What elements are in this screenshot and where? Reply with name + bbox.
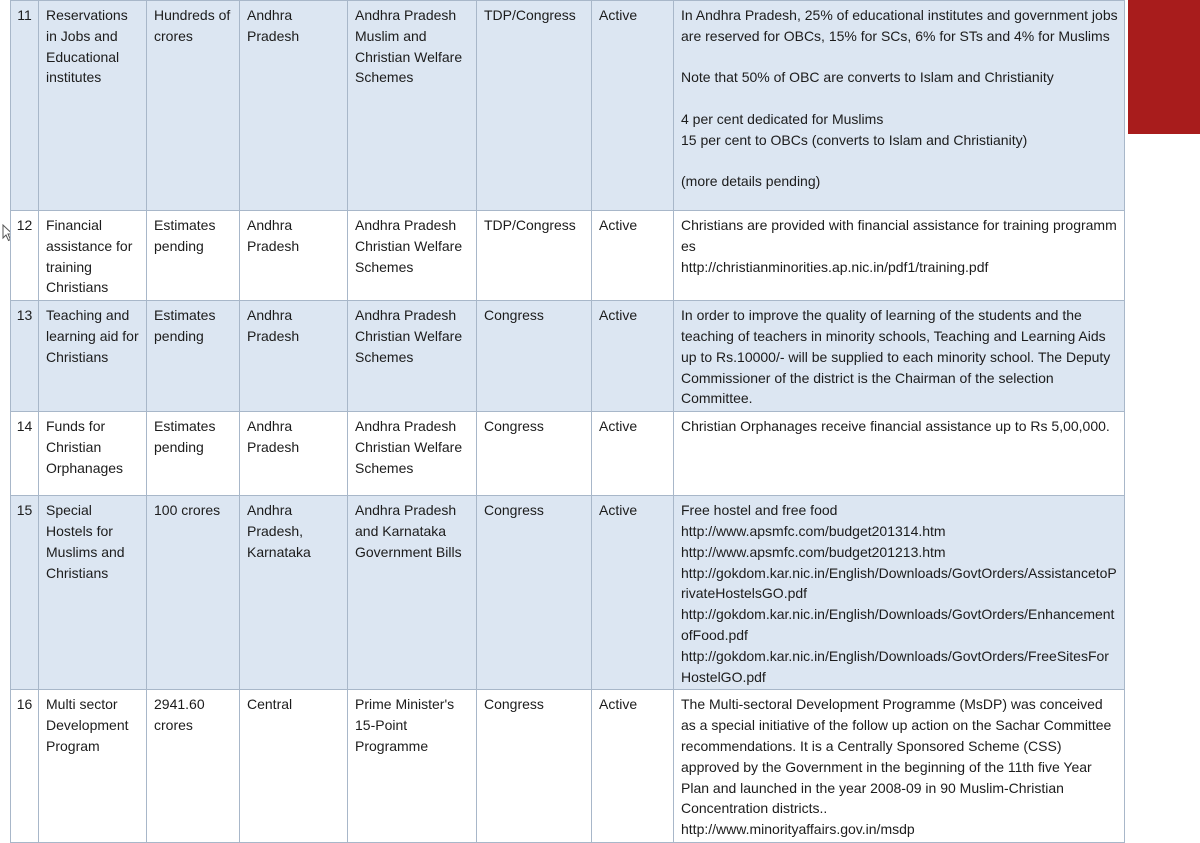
party-cell: TDP/Congress	[477, 1, 592, 211]
row-number: 11	[11, 1, 39, 211]
source-cell: Andhra Pradesh and Karnataka Government Bills	[348, 496, 477, 690]
amount-cell: Estimates pending	[147, 211, 240, 301]
party-cell: TDP/Congress	[477, 211, 592, 301]
row-number: 12	[11, 211, 39, 301]
state-cell: Andhra Pradesh, Karnataka	[240, 496, 348, 690]
amount-cell: 100 crores	[147, 496, 240, 690]
status-cell: Active	[592, 690, 674, 843]
amount-cell: Hundreds of crores	[147, 1, 240, 211]
party-cell: Congress	[477, 412, 592, 496]
table-row	[11, 301, 1125, 412]
state-cell: Central	[240, 690, 348, 843]
amount-cell: Estimates pending	[147, 412, 240, 496]
details-cell: The Multi-sectoral Development Programme (MsDP) was conceived as a special initiative of the follow up action on the Sachar Committee recommendations. It is a Centrally Sponsored Scheme (CSS) approved by the Government in the beginning of the 11th five Year Plan and launched in the year 2008-09 in 90 Muslim-Christian Concentration districts.. http://www.minorityaffairs.gov.in/msdp	[674, 690, 1125, 843]
amount-cell: 2941.60 crores	[147, 690, 240, 843]
party-cell: Congress	[477, 690, 592, 843]
row-number: 15	[11, 496, 39, 690]
table-row	[11, 690, 1125, 843]
source-cell: Andhra Pradesh Christian Welfare Schemes	[348, 412, 477, 496]
source-cell: Andhra Pradesh Christian Welfare Schemes	[348, 211, 477, 301]
state-cell: Andhra Pradesh	[240, 1, 348, 211]
details-cell: Free hostel and free food http://www.apsmfc.com/budget201314.htm http://www.apsmfc.com/budget201213.htm http://gokdom.kar.nic.in/English/Downloads/GovtOrders/AssistancetoPrivateHostelsGO.pdf http://gokdom.kar.nic.in/English/Downloads/GovtOrders/EnhancementofFood.pdf http://gokdom.kar.nic.in/English/Downloads/GovtOrders/FreeSitesForHostelGO.pdf	[674, 496, 1125, 690]
table-row	[11, 1, 1125, 211]
red-accent-block	[1128, 0, 1200, 134]
table-row	[11, 211, 1125, 301]
row-number: 16	[11, 690, 39, 843]
scheme-name: Special Hostels for Muslims and Christians	[39, 496, 147, 690]
source-cell: Prime Minister's 15-Point Programme	[348, 690, 477, 843]
scheme-name: Teaching and learning aid for Christians	[39, 301, 147, 412]
status-cell: Active	[592, 496, 674, 690]
status-cell: Active	[592, 412, 674, 496]
details-cell: Christian Orphanages receive financial assistance up to Rs 5,00,000.	[674, 412, 1125, 496]
scheme-name: Financial assistance for training Christians	[39, 211, 147, 301]
status-cell: Active	[592, 211, 674, 301]
party-cell: Congress	[477, 301, 592, 412]
details-cell: In order to improve the quality of learning of the students and the teaching of teachers in minority schools, Teaching and Learning Aids up to Rs.10000/- will be supplied to each minority school. The Deputy Commissioner of the district is the Chairman of the selection Committee.	[674, 301, 1125, 412]
status-cell: Active	[592, 301, 674, 412]
state-cell: Andhra Pradesh	[240, 211, 348, 301]
status-cell: Active	[592, 1, 674, 211]
details-cell: Christians are provided with financial assistance for training programmes http://christianminorities.ap.nic.in/pdf1/training.pdf	[674, 211, 1125, 301]
table-row	[11, 496, 1125, 690]
schemes-table	[10, 0, 1125, 843]
row-number: 13	[11, 301, 39, 412]
source-cell: Andhra Pradesh Christian Welfare Schemes	[348, 301, 477, 412]
scheme-name: Funds for Christian Orphanages	[39, 412, 147, 496]
table-row	[11, 412, 1125, 496]
amount-cell: Estimates pending	[147, 301, 240, 412]
state-cell: Andhra Pradesh	[240, 412, 348, 496]
scheme-name: Reservations in Jobs and Educational institutes	[39, 1, 147, 211]
row-number: 14	[11, 412, 39, 496]
state-cell: Andhra Pradesh	[240, 301, 348, 412]
party-cell: Congress	[477, 496, 592, 690]
scheme-name: Multi sector Development Program	[39, 690, 147, 843]
source-cell: Andhra Pradesh Muslim and Christian Welfare Schemes	[348, 1, 477, 211]
details-cell: In Andhra Pradesh, 25% of educational institutes and government jobs are reserved for OBCs, 15% for SCs, 6% for STs and 4% for Muslims Note that 50% of OBC are converts to Islam and Christianity 4 per cent dedicated for Muslims 15 per cent to OBCs (converts to Islam and Christianity) (more details pending)	[674, 1, 1125, 211]
